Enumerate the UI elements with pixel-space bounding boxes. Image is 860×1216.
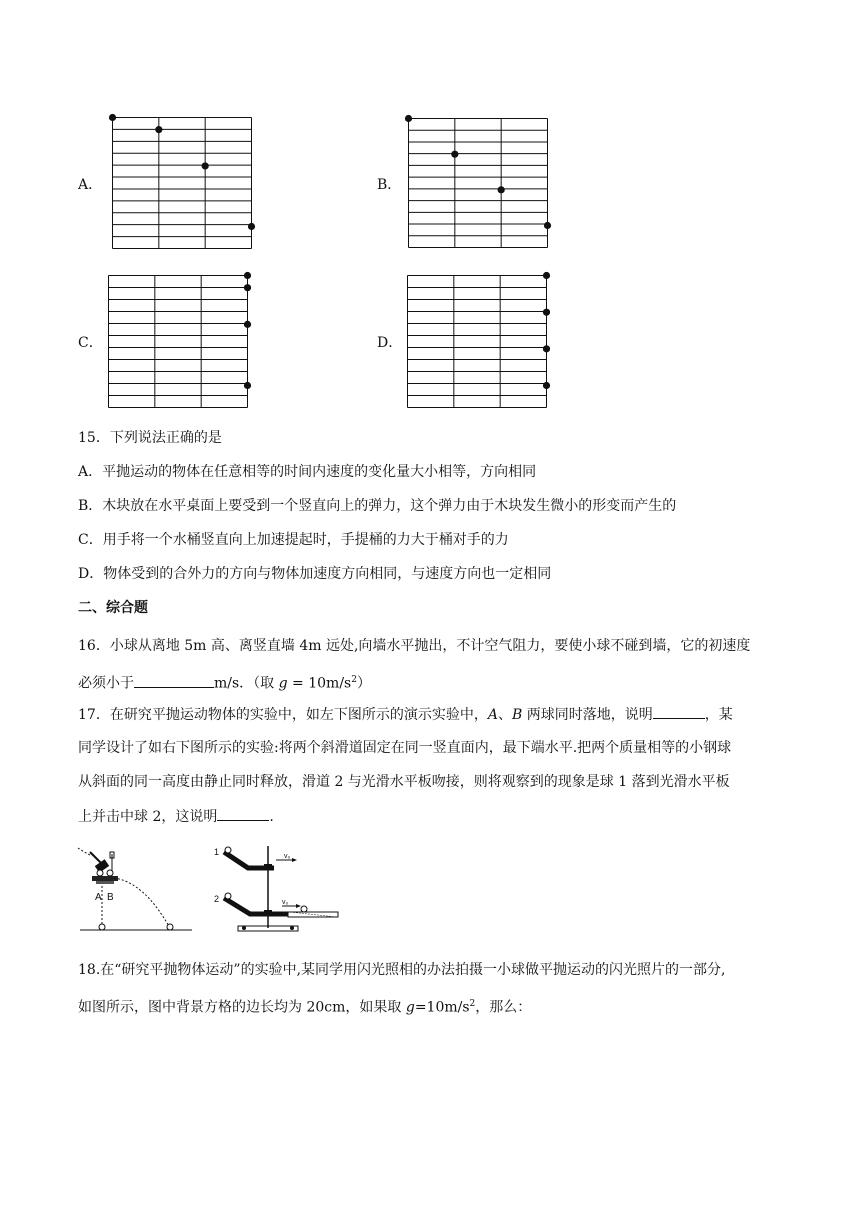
option-b-grid [408, 118, 548, 248]
option-a-grid [112, 117, 252, 249]
section-heading: 二、综合题 [78, 600, 148, 616]
figure-hammer-apparatus [74, 842, 204, 934]
q16-line-1: 16．小球从离地 5m 高、离竖直墙 4m 远处,向墙水平抛出，不计空气阻力，要使小球不碰到墙，它的初速度 [78, 638, 751, 654]
label-a: A [95, 892, 102, 903]
option-b-label: B． [377, 177, 402, 193]
flash-point [451, 151, 458, 158]
flash-point [244, 272, 251, 279]
flash-point [543, 345, 550, 352]
answer-blank[interactable] [653, 704, 705, 719]
flash-point [244, 284, 251, 291]
flash-point [248, 223, 255, 230]
option-d-label: D． [377, 335, 403, 351]
flash-point [244, 321, 251, 328]
flash-point [543, 382, 550, 389]
q15-option-b: B．木块放在水平桌面上要受到一个竖直向上的弹力，这个弹力由于木块发生微小的形变而产生的 [78, 498, 677, 514]
option-d-grid [407, 275, 547, 408]
q15-stem: 15．下列说法正确的是 [78, 430, 222, 446]
q18-line-2: 如图所示，图中背景方格的边长均为 20cm，如果取 $g=10m/s^2$，那么： [78, 999, 532, 1016]
flash-point [109, 114, 116, 121]
label-b: B [107, 892, 114, 903]
q17-line-3: 从斜面的同一高度由静止同时释放，滑道 2 与光滑水平板吻接，则将观察到的现象是球 1 落到光滑水平板 [78, 774, 730, 790]
v0-top-label: v₀ [284, 853, 291, 860]
q17-line-1: 17．在研究平抛运动物体的实验中，如左下图所示的演示实验中，A、B 两球同时落地，说明 ，某 [78, 704, 733, 725]
answer-blank[interactable] [217, 806, 269, 821]
flash-point [498, 186, 505, 193]
flash-point [202, 162, 209, 169]
flash-point [155, 126, 162, 133]
figure-double-ramp [212, 842, 342, 934]
v0-bottom-label: v₀ [282, 899, 289, 906]
q15-option-a: A．平抛运动的物体在任意相等的时间内速度的变化量大小相等，方向相同 [78, 464, 537, 480]
answer-blank[interactable] [134, 673, 214, 688]
q16-line-2: 必须小于 m/s．（取 $g = 10m/s^2$） [78, 670, 371, 694]
flash-point [543, 309, 550, 316]
flash-point [244, 382, 251, 389]
q17-line-2: 同学设计了如右下图所示的实验:将两个斜滑道固定在同一竖直面内，最下端水平.把两个质量相等的小钢球 [78, 740, 732, 756]
flash-point [544, 222, 551, 229]
q15-option-c: C．用手将一个水桶竖直向上加速提起时，手提桶的力大于桶对手的力 [78, 532, 509, 548]
ramp-1-label: 1 [214, 847, 220, 857]
ramp-2-label: 2 [214, 894, 220, 904]
option-c-label: C． [78, 335, 103, 351]
flash-point [405, 115, 412, 122]
option-c-grid [108, 275, 248, 408]
q17-line-4: 上并击中球 2，这说明 . [78, 806, 274, 827]
option-a-label: A． [78, 177, 103, 193]
q18-line-1: 18.在“研究平抛物体运动”的实验中,某同学用闪光照相的办法拍摄一小球做平抛运动的闪光照片的一部分, [78, 962, 726, 978]
q15-option-d: D．物体受到的合外力的方向与物体加速度方向相同，与速度方向也一定相同 [78, 566, 552, 582]
flash-point [543, 272, 550, 279]
